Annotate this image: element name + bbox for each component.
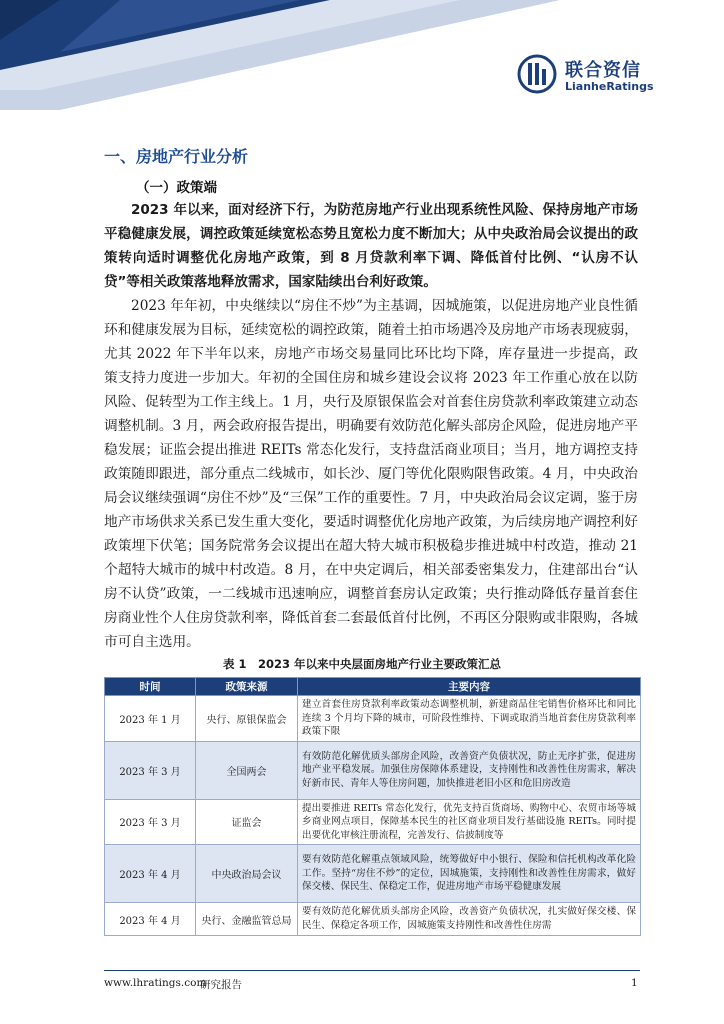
row-content: 要有效防范化解优质头部房企风险，改善资产负债状况，扎实做好保交楼、保民生、保稳定各项工作，因城施策支持刚性和改善性住房需 — [298, 903, 641, 936]
company-logo — [517, 54, 717, 98]
logo-english-name: LianheRatings — [565, 80, 654, 93]
table-row — [105, 696, 641, 742]
row-content: 建立首套住房贷款利率政策动态调整机制，新建商品住宅销售价格环比和同比连续 3 个月均下降的城市，可阶段性维持、下调或取消当地首套住房贷款利率政策下限 — [298, 696, 641, 742]
lianhe-logo-icon — [517, 54, 557, 94]
header-source: 政策来源 — [196, 678, 298, 696]
row-time: 2023 年 4 月 — [105, 845, 196, 903]
row-source: 央行、金融监管总局 — [196, 903, 298, 936]
header-time: 时间 — [105, 678, 196, 696]
row-source: 证监会 — [196, 799, 298, 845]
row-content: 要有效防范化解重点领域风险，统筹做好中小银行、保险和信托机构改革化险工作。坚持“房住不炒”的定位，因城施策，支持刚性和改善性住房需求，做好保交楼、保民生、保稳定工作，促进房地产市场平稳健康发展 — [298, 845, 641, 903]
row-source: 中央政治局会议 — [196, 845, 298, 903]
table-row — [105, 741, 641, 799]
table-row — [105, 845, 641, 903]
lead-paragraph: 2023 年以来，面对经济下行，为防范房地产行业出现系统性风险、保持房地产市场平稳健康发展，调控政策延续宽松态势且宽松力度不断加大；从中央政治局会议提出的政策转向适时调整优化房地产政策，到 8 月贷款利率下调、降低首付比例、“认房不认贷”等相关政策落地释放需求，国家陆续出台利好政策。 — [104, 202, 638, 290]
table-row — [105, 903, 641, 936]
row-content: 有效防范化解优质头部房企风险，改善资产负债状况，防止无序扩张，促进房地产业平稳发展。加强住房保障体系建设，支持刚性和改善性住房需求，解决好新市民、青年人等住房问题，加快推进老旧小区和危旧房改造 — [298, 741, 641, 799]
row-time: 2023 年 3 月 — [105, 741, 196, 799]
body-paragraph: 2023 年年初，中央继续以“房住不炒”为主基调，因城施策，以促进房地产业良性循环和健康发展为目标，延续宽松的调控政策，随着土拍市场遇冷及房地产市场表现疲弱，尤其 2022 年下半年以来，房地产市场交易量同比环比均下降，库存量进一步提高，政策支持力度进一步加大。年初的全国住房和城乡建设会议将 2023 年工作重心放在以防风险、促转型为工作主线上。1 月，央行及原银保监会对首套住房贷款利率政策建立动态调整机制。3 月，两会政府报告提出，明确要有效防范化解头部房企风险，促进房地产平稳发展；证监会提出推进 REITs 常态化发行，支持盘活商业项目；当月，地方调控支持政策随即跟进，部分重点二线城市，如长沙、厦门等优化限购限售政策。4 月，中央政治局会议继续强调“房住不炒”及“三保”工作的重要性。7 月，中央政治局会议定调，鉴于房地产市场供求关系已发生重大变化，要适时调整优化房地产政策，为后续房地产调控利好政策埋下伏笔；国务院常务会议提出在超大特大城市积极稳步推进城中村改造，推动 21 个超特大城市的城中村改造。8 月，在中央定调后，相关部委密集发力，住建部出台“认房不认贷”政策，一二线城市迅速响应，调整首套房认定政策；央行推动降低存量首套住房商业性个人住房贷款利率，降低首套二套最低首付比例，不再区分限购或非限购，各城市可自主选用。 — [104, 298, 638, 650]
row-content: 提出要推进 REITs 常态化发行，优先支持百货商场、购物中心、农贸市场等城乡商业网点项目，保障基本民生的社区商业项目发行基础设施 REITs。同时提出要优化审核注册流程，完善发行、信披制度等 — [298, 799, 641, 845]
row-time: 2023 年 3 月 — [105, 799, 196, 845]
row-source: 全国两会 — [196, 741, 298, 799]
row-time: 2023 年 1 月 — [105, 696, 196, 742]
footer-divider — [104, 970, 640, 971]
policy-table — [104, 677, 641, 936]
logo-chinese-name: 联合资信 — [565, 60, 641, 81]
table-row — [105, 799, 641, 845]
header-content: 主要内容 — [298, 678, 641, 696]
footer-doc-type: 研究报告 — [200, 979, 242, 991]
page-number: 1 — [631, 977, 638, 989]
table-caption: 表 1 2023 年以来中央层面房地产行业主要政策汇总 — [222, 657, 501, 671]
row-source: 央行、原银保监会 — [196, 696, 298, 742]
table-header-row — [105, 678, 641, 696]
subsection-title: （一）政策端 — [136, 180, 217, 196]
section-title: 一、房地产行业分析 — [104, 147, 249, 166]
row-time: 2023 年 4 月 — [105, 903, 196, 936]
footer-website-link[interactable]: www.lhratings.com — [104, 977, 207, 989]
